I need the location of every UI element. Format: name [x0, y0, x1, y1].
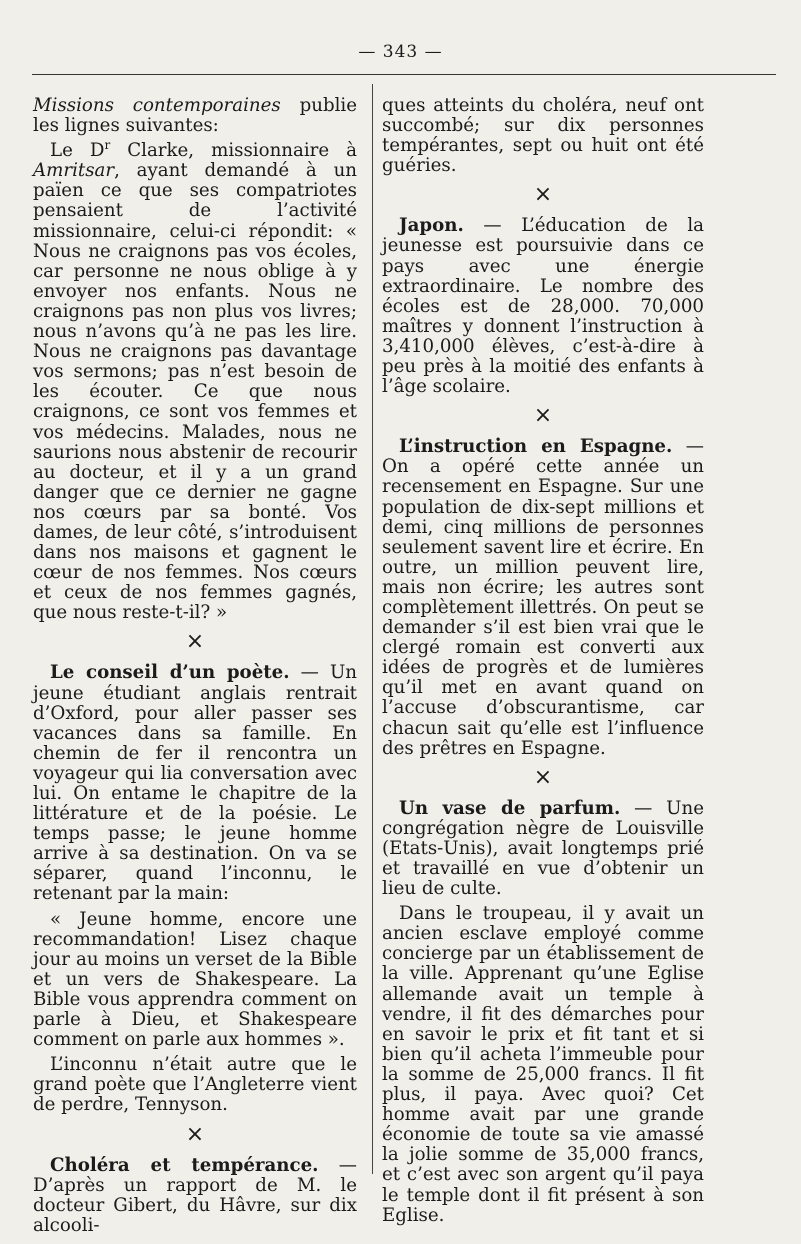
clarke-sup: r	[104, 138, 111, 153]
japon-paragraph	[382, 216, 704, 397]
espagne-heading: L’instruction en Espagne.	[399, 436, 673, 458]
clarke-text-b: Clarke, missionnaire à	[110, 140, 357, 162]
missions-paragraph	[33, 96, 357, 136]
clarke-text-a: Le D	[50, 140, 105, 162]
cholera-paragraph	[33, 1156, 357, 1236]
conseil-paragraph	[33, 663, 357, 904]
cholera-heading: Choléra et tempérance.	[50, 1154, 319, 1176]
right-column	[382, 96, 704, 1231]
conseil-end: L’inconnu n’était autre que le grand poète que l’Angleterre vient de perdre, Tennyson.	[33, 1054, 357, 1116]
japon-body: — L’éducation de la jeunesse est poursuivie dans ce pays avec une énergie extraordinaire. Le nombre des écoles est de 28,000. 70,000 maîtres y donnent l’instruction à 3,410,000 élèves, c’est-à-dire à peu près à la moitié des enfants à l’âge scolaire.	[382, 215, 704, 398]
conseil-heading: Le conseil d’un poète.	[50, 662, 290, 684]
clarke-text-c: , ayant demandé à un païen ce que ses compatriotes pensaient de l’activité missionnaire, celui-ci répondit: « Nous ne craignons pas vos écoles, car personne ne nous oblige à y envoyer nos enfants. Nous ne craignons pas non plus vos livres; nous n’avons qu’à ne pas les lire. Nous ne craignons pas davantage vos sermons; pas n’est besoin de les écouter. Ce que nous craignons, ce sont vos femmes et vos médecins. Malades, nous ne saurions nous abstenir de recourir au docteur, et il y a un grand danger que ce dernier ne gagne nos cœurs par sa bonté. Vos dames, de leur côté, s’introduisent dans nos maisons et gagnent le cœur de nos femmes. Nos cœurs et ceux de nos femmes gagnés, que nous reste-t-il? »	[33, 160, 357, 624]
espagne-paragraph	[382, 437, 704, 759]
clarke-paragraph	[33, 138, 357, 624]
clarke-place: Amritsar	[33, 160, 115, 182]
vase-heading: Un vase de parfum.	[399, 797, 621, 819]
header-rule	[32, 74, 776, 75]
conseil-quote: « Jeune homme, encore une recommandation! Lisez chaque jour au moins un verset de la Bible et un vers de Shakespeare. La Bible vous apprendra comment on parle à Dieu, et Shakespeare comment on parle aux hommes ».	[33, 908, 357, 1051]
section-separator: ×	[533, 764, 553, 790]
left-column	[33, 96, 357, 1241]
missions-intro: publie les lignes suivantes:	[33, 95, 357, 137]
section-separator: ×	[533, 403, 553, 429]
missions-title: Missions contemporaines	[33, 95, 281, 116]
section-separator: ×	[533, 182, 553, 208]
column-divider	[372, 84, 373, 1174]
espagne-body: — On a opéré cette année un recensement en Espagne. Sur une population de dix-sept millions et demi, cinq millions de personnes seulement savent lire et écrire. En outre, un million peuvent lire, mais non écrire; les autres sont complètement illettrés. On peut se demander s’il est bien vrai que le clergé romain est converti aux idées de progrès et de lumières qu’il met en avant quand on l’accuse d’obscurantisme, car chacun sait qu’elle est l’influence des prêtres en Espagne.	[382, 436, 704, 759]
vase-paragraph-2: Dans le troupeau, il y avait un ancien esclave employé comme concierge par un établissement de la ville. Apprenant qu’une Eglise allemande avait un temple à vendre, il fit des démarches pour en savoir le prix et fit tant et si bien qu’il acheta l’immeuble pour la somme de 25,000 francs. Il fit plus, il paya. Avec quoi? Cet homme avait par une grande économie de toute sa vie amassé la jolie somme de 35,000 francs, et c’est avec son argent qu’il paya le temple dont il fit présent à son Eglise.	[382, 903, 704, 1226]
page-number: — 343 —	[358, 42, 443, 62]
section-separator: ×	[185, 1121, 205, 1147]
vase-body: — Une congrégation nègre de Louisville (Etats-Unis), avait longtemps prié et travaillé en vue d’obtenir un lieu de culte.	[382, 797, 704, 900]
conseil-body: — Un jeune étudiant anglais rentrait d’Oxford, pour aller passer ses vacances dans sa famille. En chemin de fer il rencontra un voyageur qui lia conversation avec lui. On entame le chapitre de la littérature et de la poésie. Le temps passe; le jeune homme arrive à sa destination. On va se séparer, quand l’inconnu, le retenant par la main:	[33, 662, 357, 905]
cholera-start: — D’après un rapport de M. le docteur Gibert, du Hâvre, sur dix alcooli-	[33, 1154, 357, 1236]
japon-heading: Japon.	[399, 215, 464, 237]
vase-paragraph	[382, 799, 704, 899]
cholera-continuation: ques atteints du choléra, neuf ont succombé; sur dix personnes tempérantes, sept ou huit ont été guéries.	[382, 95, 704, 177]
section-separator: ×	[185, 629, 205, 655]
